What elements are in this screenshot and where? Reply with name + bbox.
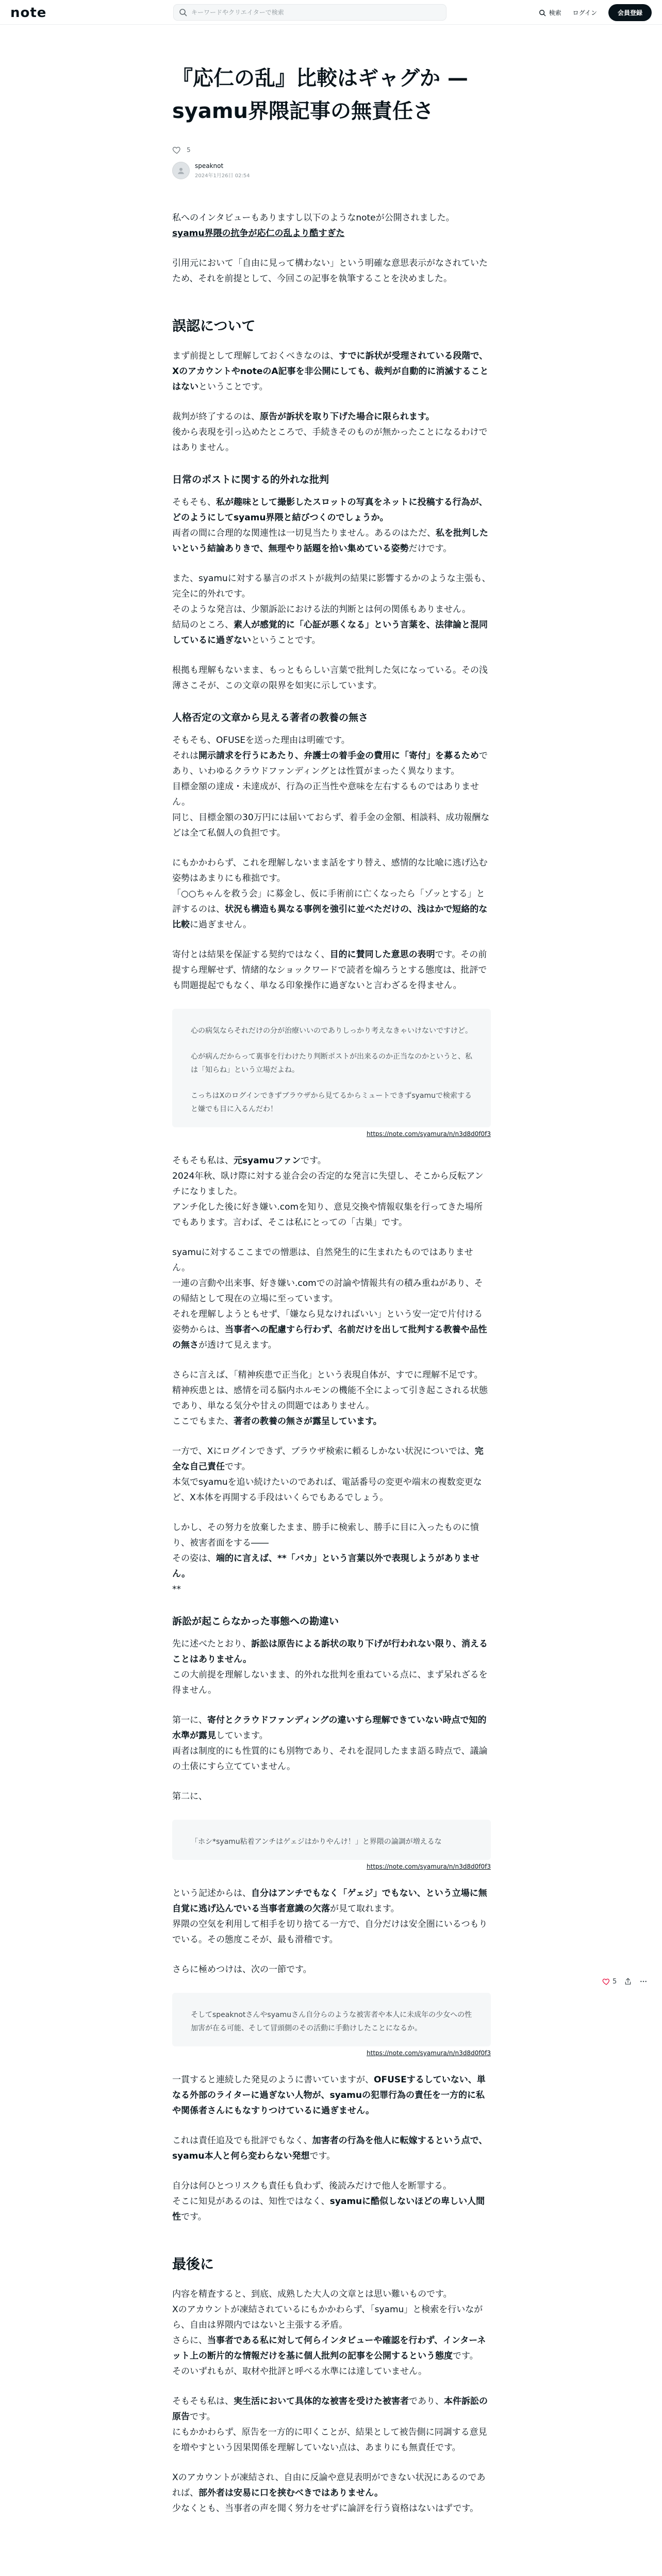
- paragraph: そもそも私は、元syamuファンです。 2024年秋、臥け際に対する並合会の否定的な発言に失望し、そこから反転アンチになりました。 アンチ化した後に好き嫌い.comを知り、意見交換や情報収集を行ってきた場所でもあります。言わば、そこは私にとっての「古巣」です。: [172, 1156, 484, 1228]
- subheading: 訴訟が起こらなかった事態への勘違い: [172, 1616, 339, 1627]
- paragraph: 一方で、Xにログインできず、ブラウザ検索に頼るしかない状況についでは、完全な自己責任です。 本気でsyamuを追い続けたいのであれば、電話番号の変更や端末の複数変更など、X本体を再開する手段はいくらでもあるでしょう。: [172, 1446, 484, 1503]
- paragraph: まず前提として理解しておくべきなのは、すでに訴状が受理されている段階で、XのアカウントやnoteのA記事を非公開にしても、裁判が自動的に消滅することはないということです。: [172, 351, 489, 392]
- paragraph: 第二に、: [172, 1791, 207, 1802]
- login-link[interactable]: ログイン: [572, 9, 597, 16]
- blockquote: [172, 1009, 491, 1127]
- paragraph: syamuに対するここまでの憎悪は、自然発生的に生まれたものではありません。 一連の言動や出来事、好き嫌い.comでの討論や情報共有の積み重ねがあり、その帰結として現在の立場に至っています。 それを理解しようともせず、「嫌なら見なければいい」という安一定で片付ける姿勢からは、当事者への配慮すら行わず、名前だけを出して批判する教養や品性の無さが透けて見えます。: [172, 1247, 487, 1350]
- floating-like-button[interactable]: [602, 1977, 617, 1986]
- paragraph: 一貫すると連続した発見のように書いていますが、OFUSEするしていない、単なる外部のライターに過ぎない人物が、syamuの犯罪行為の責任を一方的に私や関係者さんにもなすりつけているに過ぎません。: [172, 2075, 486, 2116]
- quote-line: こっちはXのログインできずブラウザから見てるからミュートできずsyamuで検索すると嫌でも目に入るんだわ！: [191, 1092, 472, 1113]
- paragraph: また、syamuに対する暴言のポストが裁判の結果に影響するかのような主張も、完全に的外れです。 そのような発言は、少額訴訟における法的判断とは何の関係もありません。 結局のところ、素人が感覚的に「心証が悪くなる」という言葉を、法律論と混同しているに過ぎないということです。: [172, 573, 491, 646]
- author-name[interactable]: speaknot: [195, 162, 224, 170]
- quote-line: 「ホシ*syamu粘着アンチはゲェジはかりやんけ！」と界隈の論調が増えるな: [191, 1838, 442, 1846]
- paragraph: 内容を精査すると、到底、成熟した大人の文章とは思い難いものです。 Xのアカウントが凍結されているにもかかわらず、「syamu」と検索を行いながら、自由は界隈内ではないと主張する矛盾。 さらに、当事者である私に対して何らインタビューや確認を行わず、インターネット上の断片的な情報だけを基に個人批判の記事を公開するという態度です。 そのいずれもが、取材や批評と呼べる水準には達していません。: [172, 2289, 486, 2377]
- paragraph: 裁判が終了するのは、原告が訴状を取り下げた場合に限られます。 後から表現を引っ込めたところで、手続きそのものが無かったことになるわけではありません。: [172, 412, 488, 453]
- intro-link[interactable]: syamu界隈の抗争が応仁の乱より酷すぎた: [172, 228, 345, 239]
- floating-like-count: 5: [613, 1977, 617, 1986]
- quote-source-link[interactable]: https://note.com/syamura/n/n3d8d0f0f3: [367, 1863, 491, 1870]
- publish-date: 2024年1月26日 02:54: [195, 173, 250, 179]
- paragraph: 自分は何ひとつリスクも責任も負わず、後読みだけで他人を断罪する。 そこに知見があるのは、知性ではなく、syamuに酷似しないほどの卑しい人間性です。: [172, 2181, 485, 2222]
- quote-line: 心の病気ならそれだけの分が治療いいのでありしっかり考えなきゃいけないですけど。: [191, 1027, 472, 1035]
- avatar[interactable]: [172, 162, 190, 179]
- subheading: 日常のポストに関する的外れな批判: [172, 474, 329, 485]
- header-search-button[interactable]: [539, 8, 561, 17]
- heart-icon: [602, 1977, 610, 1986]
- intro-paragraph: 引用元において「自由に見って構わない」という明確な意思表示がなされていたため、それを前提として、今回この記事を執筆することを決めました。: [172, 258, 488, 284]
- paragraph: という記述からは、自分はアンチでもなく「ゲェジ」でもない、という立場に無自覚に逃げ込んでいる当事者意識の欠落が見て取れます。 界隈の空気を利用して相手を切り捨てる一方で、自分だけは安全圏にいるつもりでいる。その態度こそが、最も滑稽です。: [172, 1888, 488, 1945]
- quote-line: そしてspeaknotさんやsyamuさん自分らのような被害者や本人に未成年の少女への性加害が在る可能、そして冒頭側のその活動に手動けしたことになるか。: [191, 2011, 472, 2032]
- search-input[interactable]: [191, 9, 439, 16]
- like-row: [172, 145, 491, 155]
- intro-text: 私へのインタビューもありますし以下のようなnoteが公開されました。: [172, 213, 455, 223]
- register-button[interactable]: 会員登録: [608, 4, 652, 21]
- search-icon: [539, 9, 546, 16]
- subheading: 人格否定の文章から見える著者の教養の無さ: [172, 712, 369, 723]
- like-count: 5: [187, 146, 191, 154]
- section-heading-1: 誤認について: [172, 318, 256, 334]
- quote-source-link[interactable]: https://note.com/syamura/n/n3d8d0f0f3: [367, 2049, 491, 2057]
- paragraph: 根拠も理解もないまま、もっともらしい言葉で批判した気になっている。その浅薄さこそが、この文章の限界を如実に示しています。: [172, 665, 488, 691]
- search-box[interactable]: [173, 4, 446, 21]
- floating-actions: [602, 1977, 648, 1986]
- paragraph: Xのアカウントが凍結され、自由に反論や意見表明ができない状況にあるのであれば、部外者は安易に口を挟むべきではありません。 少なくとも、当事者の声を聞く努力をせずに論評を行う資格はないはずです。: [172, 2472, 486, 2514]
- paragraph: さらに極めつけは、次の一節です。: [172, 1964, 312, 1975]
- share-icon[interactable]: [624, 1977, 632, 1986]
- paragraph: にもかかわらず、これを理解しないまま話をすり替え、感情的な比喩に逃げ込む姿勢はあまりにも稚拙です。 「○○ちゃんを救う会」に募金し、仮に手術前に亡くなったら「ゾッとする」と評するのは、状況も構造も異なる事例を強引に並べただけの、浅はかで短絡的な比較に過ぎません。: [172, 858, 488, 930]
- more-icon[interactable]: [639, 1977, 648, 1986]
- paragraph: しかし、その努力を放棄したまま、勝手に検索し、勝手に目に入ったものに憤り、被害者面をする―― その姿は、端的に言えば、**「バカ」という言葉以外で表現しようがありません。 **: [172, 1522, 479, 1595]
- heart-icon[interactable]: [172, 145, 181, 155]
- paragraph: これは責任追及でも批評でもなく、加害者の行為を他人に転嫁するという点で、syamu本人と何ら変わらない発想です。: [172, 2136, 488, 2161]
- section-heading-final: 最後に: [172, 2257, 214, 2273]
- note-logo[interactable]: note: [10, 5, 47, 21]
- paragraph: さらに言えば、「精神疾患で正当化」という表現自体が、すでに理解不足です。 精神疾患とは、感情を司る脳内ホルモンの機能不全によって引き起こされる状態であり、単なる気分や甘えの問題ではありません。 ここでもまた、著者の教養の無さが露呈しています。: [172, 1370, 488, 1427]
- article-title: 『応仁の乱』比較はギャグか — syamu界隈記事の無責任さ: [172, 66, 468, 123]
- blockquote: [172, 1820, 491, 1860]
- quote-line: 心が病んだからって裏事を行わけたり判断ポストが出来るのか正当なのかというと、私は「知らね」という立場だよね。: [191, 1053, 472, 1074]
- paragraph: 寄付とは結果を保証する契約ではなく、目的に賛同した意思の表明です。その前提すら理解せず、情緒的なショックワードで読者を煽ろうとする態度は、批評でも問題提起でもなく、単なる印象操作に過ぎないと言わざるを得ません。: [172, 950, 487, 991]
- search-icon: [179, 8, 191, 16]
- site-header: [0, 0, 662, 25]
- header-search-label: 検索: [549, 9, 561, 16]
- article: [172, 62, 491, 2531]
- quote-source-link[interactable]: https://note.com/syamura/n/n3d8d0f0f3: [367, 1130, 491, 1138]
- header-actions: [539, 4, 652, 21]
- paragraph: 先に述べたとおり、訴訟は原告による訴状の取り下げが行われない限り、消えることはありません。 この大前提を理解しないまま、的外れな批判を重ねている点に、まず呆れざるを得ません。: [172, 1639, 488, 1696]
- paragraph: そもそも、私が趣味として撮影したスロットの写真をネットに投稿する行為が、どのようにしてsyamu界隈と結びつくのでしょうか。 両者の間に合理的な関連性は一切見当たりません。あるのはただ、私を批判したいという結論ありきで、無理やり話題を拾い集めている姿勢だけです。: [172, 497, 489, 554]
- paragraph: そもそも、OFUSEを送った理由は明確です。 それは開示請求を行うにあたり、弁護士の着手金の費用に「寄付」を募るためであり、いわゆるクラウドファンディングとは性質がまったく異なります。 目標金額の達成・未達成が、行為の正当性や意味を左右するものではありません。 同じ、目標金額の30万円には届いておらず、着手金の金額、相談料、成功報酬などは全て私個人の負担です。: [172, 735, 490, 838]
- author-info: [172, 162, 491, 179]
- blockquote: [172, 1993, 491, 2046]
- paragraph: そもそも私は、実生活において具体的な被害を受けた被害者であり、本件訴訟の原告です。 にもかかわらず、原告を一方的に叩くことが、結果として被告側に同調する意見を増やすという因果関係を理解していない点は、あまりにも無責任です。: [172, 2396, 488, 2453]
- paragraph: 第一に、寄付とクラウドファンディングの違いすら理解できていない時点で知的水準が露見しています。 両者は制度的にも性質的にも別物であり、それを混同したまま語る時点で、議論の土俵にすら立てていません。: [172, 1715, 488, 1772]
